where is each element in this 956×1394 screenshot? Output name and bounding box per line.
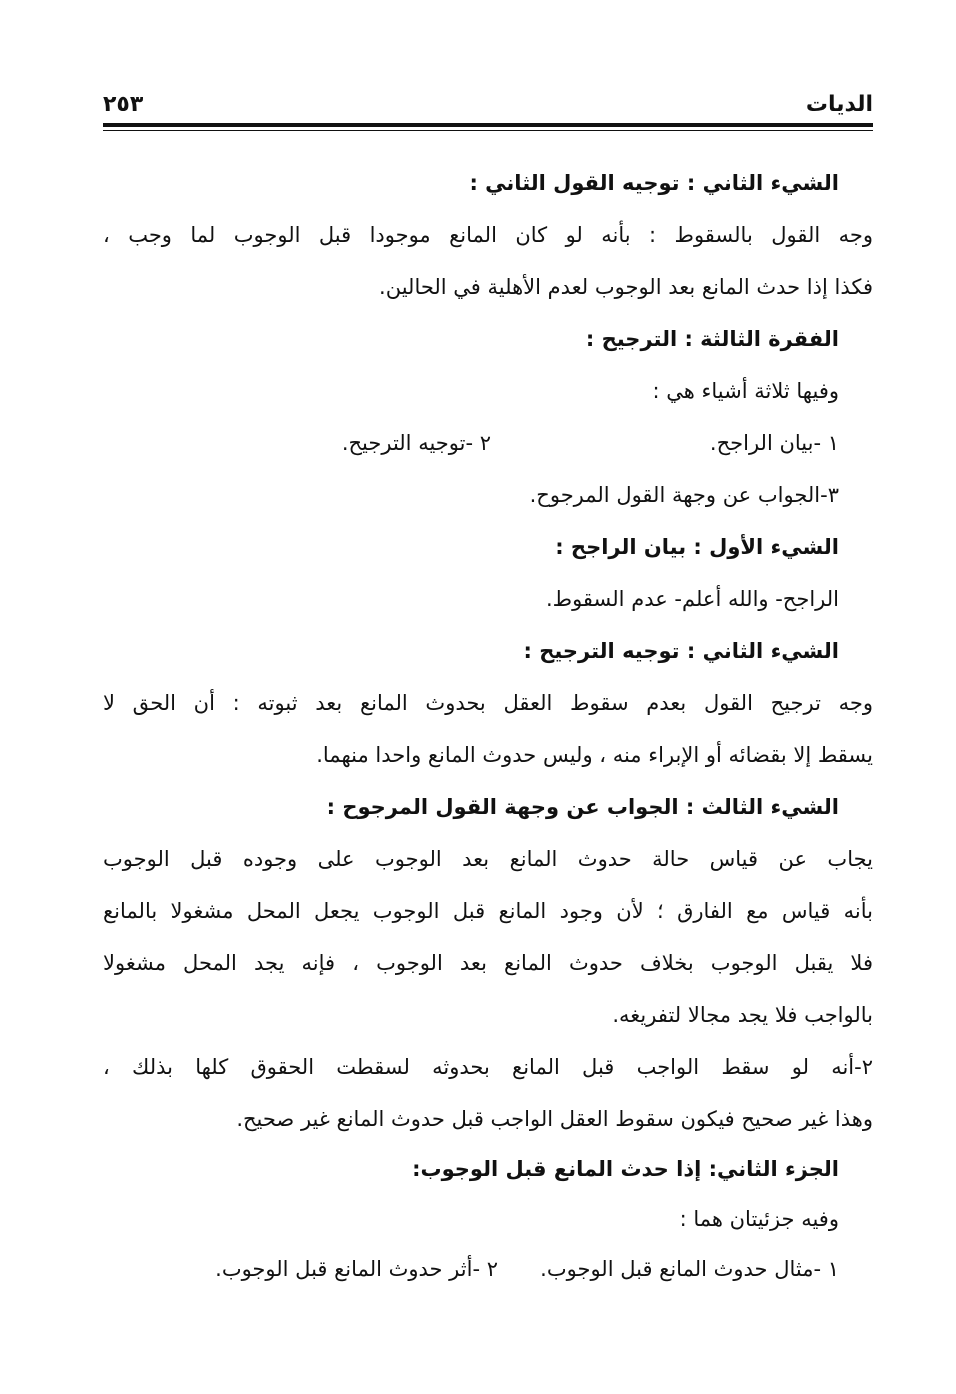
paragraph-line: فلا يقبل الوجوب بخلاف حدوث المانع بعد الوجوب ، فإنه يجد المحل مشغولا	[103, 951, 873, 975]
list-item-3: ٣-الجواب عن وجهة القول المرجوح.	[529, 483, 839, 507]
paragraph-line: يجاب عن قياس حالة حدوث المانع بعد الوجوب على وجوده قبل الوجوب	[103, 847, 873, 871]
paragraph-line: وجه ترجيح القول بعدم سقوط العقل بحدوث المانع بعد ثبوته : أن الحق لا	[103, 691, 873, 715]
header-rule-thin	[103, 130, 873, 131]
paragraph-line: ٢-أنه لو سقط الواجب قبل المانع بحدوثه لسقطت الحقوق كلها بذلك ،	[103, 1055, 873, 1079]
heading-second-thing: الشيء الثاني : توجيه القول الثاني :	[469, 171, 839, 195]
heading-second-part: الجزء الثاني: إذا حدث المانع قبل الوجوب:	[412, 1157, 839, 1181]
list-item-1: ١ -مثال حدوث المانع قبل الوجوب.	[540, 1257, 839, 1281]
paragraph-line: الراجح- والله أعلم- عدم السقوط.	[545, 587, 839, 611]
chapter-title: الديات	[805, 92, 873, 117]
page-number: ٢٥٣	[103, 92, 144, 117]
paragraph-line: فكذا إذا حدث المانع بعد الوجوب لعدم الأهلية في الحالين.	[379, 275, 873, 299]
header-rule-thick	[103, 123, 873, 127]
paragraph-line: وجه القول بالسقوط : بأنه لو كان المانع موجودا قبل الوجوب لما وجب ،	[103, 223, 873, 247]
paragraph-line: بالواجب فلا يجد مجالا لتفريغه.	[612, 1003, 873, 1027]
paragraph-line: وهذا غير صحيح فيكون سقوط العقل الواجب قبل حدوث المانع غير صحيح.	[236, 1107, 873, 1131]
paragraph-line: وفيها ثلاثة أشياء هي :	[652, 379, 839, 403]
page-header	[103, 92, 873, 122]
heading-third-thing: الشيء الثالث : الجواب عن وجهة القول المرجوح :	[326, 795, 839, 819]
heading-first-thing: الشيء الأول : بيان الراجح :	[555, 535, 839, 559]
heading-second-thing-preference: الشيء الثاني : توجيه الترجيح :	[523, 639, 839, 663]
list-item-1: ١ -بيان الراجح.	[709, 431, 839, 455]
paragraph-line: يسقط إلا بقضائه أو الإبراء منه ، وليس حدوث المانع واحدا منهما.	[316, 743, 873, 767]
paragraph-line: بأنه قياس مع الفارق ؛ لأن وجود المانع قبل الوجوب يجعل المحل مشغولا بالمانع	[103, 899, 873, 923]
heading-third-paragraph: الفقرة الثالثة : الترجيح :	[585, 327, 839, 351]
list-item-2: ٢ -توجيه الترجيح.	[341, 431, 491, 455]
paragraph-line: وفيه جزئيتان هما :	[679, 1207, 839, 1231]
list-item-2: ٢ -أثر حدوث المانع قبل الوجوب.	[215, 1257, 498, 1281]
